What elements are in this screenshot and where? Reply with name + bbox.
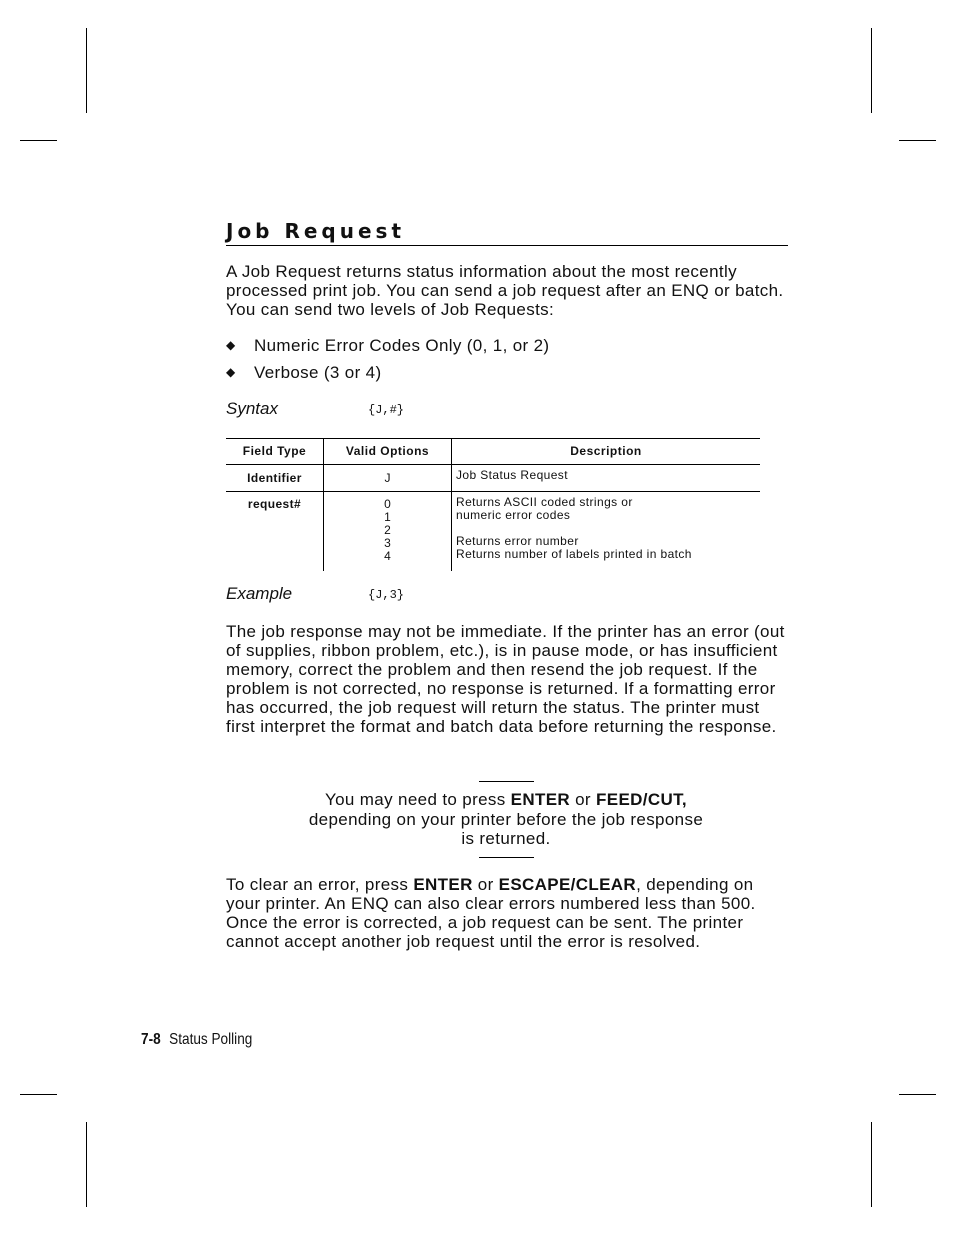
table-row <box>226 492 760 571</box>
clear-text-part: or <box>472 875 499 894</box>
crop-mark <box>86 1122 87 1207</box>
key-enter: ENTER <box>413 875 473 894</box>
page-number: 7-8 <box>141 1031 161 1048</box>
key-enter: ENTER <box>510 790 571 809</box>
key-feed-cut: FEED/CUT, <box>596 790 688 809</box>
options-table <box>226 438 760 571</box>
crop-mark <box>20 140 57 141</box>
option-value: 4 <box>384 549 391 563</box>
bullet-text: Numeric Error Codes Only (0, 1, or 2) <box>254 336 550 355</box>
section-title: Job Request <box>226 219 788 246</box>
description-cell: Job Status Request <box>456 468 568 482</box>
list-item <box>226 363 382 382</box>
syntax-code: {J,#} <box>368 403 405 417</box>
crop-mark <box>86 28 87 113</box>
diamond-bullet-icon: ◆ <box>226 365 236 379</box>
field-type-cell: Identifier <box>226 465 324 492</box>
description-cell <box>452 492 761 571</box>
note-text <box>300 790 712 849</box>
example-code: {J,3} <box>368 588 405 602</box>
field-type-cell: request# <box>226 492 324 571</box>
clear-text-part: , depending on your printer. An ENQ can also clear errors numbered less than 500. Once the error is corrected, a job request can be sent. The printer cannot accept another job request until the error is resolved. <box>226 875 756 951</box>
note-text-part: or <box>570 790 597 809</box>
note-rule-top <box>479 781 534 782</box>
footer-section: Status Polling <box>169 1031 253 1048</box>
column-header: Valid Options <box>324 439 452 465</box>
description-line: numeric error codes <box>456 508 571 522</box>
note-text-part: depending on your printer before the job response is returned. <box>308 809 704 848</box>
valid-options-cell <box>324 492 452 571</box>
clear-text-part: To clear an error, press <box>226 875 414 894</box>
option-value: 3 <box>384 536 391 550</box>
crop-mark <box>20 1094 57 1095</box>
valid-options-cell: J <box>324 465 452 492</box>
description-line: Returns ASCII coded strings or <box>456 495 633 509</box>
clear-paragraph <box>226 875 786 951</box>
option-value: 1 <box>384 510 391 524</box>
key-escape-clear: ESCAPE/CLEAR <box>498 875 637 894</box>
option-value: 2 <box>384 523 391 537</box>
list-item <box>226 336 549 355</box>
table-header-row <box>226 439 760 465</box>
column-header: Description <box>570 444 642 458</box>
crop-mark <box>871 1122 872 1207</box>
diamond-bullet-icon: ◆ <box>226 338 236 352</box>
body-paragraph: The job response may not be immediate. If the printer has an error (out of supplies, ribbon problem, etc.), is in pause mode, or has insufficient memory, correct the problem and then resend the job request. If the problem is not corrected, no response is returned. If a formatting error has occurred, the job request will return the status. The printer must first interpret the format and batch data before returning the response. <box>226 622 785 736</box>
column-header: Field Type <box>226 439 324 465</box>
note-text-part: You may need to press <box>324 790 511 809</box>
crop-mark <box>871 28 872 113</box>
description-line: Returns number of labels printed in batch <box>456 547 692 561</box>
page-footer <box>141 1031 252 1049</box>
syntax-label: Syntax <box>226 399 278 418</box>
crop-mark <box>899 1094 936 1095</box>
crop-mark <box>899 140 936 141</box>
example-label: Example <box>226 584 293 603</box>
description-line: Returns error number <box>456 534 579 548</box>
note-rule-bottom <box>479 857 534 858</box>
table-row <box>226 465 760 492</box>
bullet-text: Verbose (3 or 4) <box>254 363 382 382</box>
intro-paragraph: A Job Request returns status information about the most recently processed print job. You can send a job request after an ENQ or batch. You can send two levels of Job Requests: <box>226 262 784 319</box>
option-value: 0 <box>384 497 391 511</box>
